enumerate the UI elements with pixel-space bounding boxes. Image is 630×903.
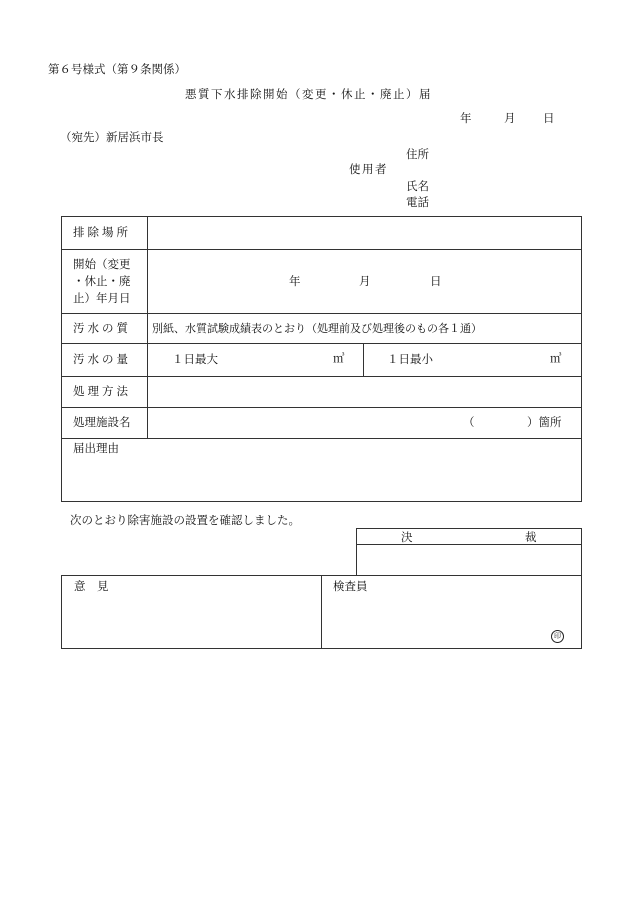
row-divider [62,438,581,439]
start-month-label: 月 [359,274,371,288]
reason-label: 届出理由 [73,441,119,455]
row-divider [62,343,581,344]
daily-min-label: １日最小 [387,352,433,366]
start-year-label: 年 [289,274,301,288]
treatment-method-field[interactable] [148,377,580,407]
decision-char-2: 裁 [525,530,537,544]
facility-name-label: 処理施設名 [73,415,131,429]
date-day-label: 日 [543,111,555,125]
confirmation-text: 次のとおり除害施設の設置を確認しました。 [70,513,300,527]
row-divider [62,407,581,408]
phone-label: 電話 [406,195,429,209]
form-number: 第６号様式（第９条関係） [48,62,186,76]
decision-char-1: 決 [401,530,413,544]
start-date-label-line3: 止）年月日 [73,291,131,305]
discharge-location-label: 排除場所 [73,225,131,239]
water-quality-value: 別紙、水質試験成績表のとおり（処理前及び処理後のもの各１通） [152,322,482,335]
application-table [61,216,582,502]
decision-box [356,528,582,576]
inspector-label: 検査員 [333,579,368,593]
water-volume-label: 汚水の量 [73,352,131,366]
facility-count-open: （ [463,415,475,429]
applicant-role: 使用者 [349,162,388,176]
addressee: （宛先）新居浜市長 [60,130,164,144]
name-label: 氏名 [406,179,429,193]
start-day-label: 日 [430,274,442,288]
daily-max-label: １日最大 [172,352,218,366]
opinion-label: 意 見 [74,579,109,593]
opinion-inspector-box [61,575,582,649]
facility-count-close: ）箇所 [527,415,562,429]
date-month-label: 月 [504,111,516,125]
seal-mark [551,629,564,643]
column-divider [363,343,364,376]
reason-field[interactable] [63,457,579,499]
address-label: 住所 [406,147,429,161]
discharge-location-field[interactable] [148,218,580,248]
seal-icon: 印 [551,630,564,643]
treatment-method-label: 処理方法 [73,384,131,398]
daily-max-unit: ㎥ [333,351,345,365]
water-quality-label: 汚水の質 [73,321,131,335]
page-title: 悪質下水排除開始（変更・休止・廃止）届 [185,87,432,101]
start-date-label-line2: ・休止・廃 [73,274,131,288]
daily-min-unit: ㎥ [550,351,562,365]
date-year-label: 年 [460,111,472,125]
column-divider [321,576,322,648]
row-divider [62,313,581,314]
start-date-label-line1: 開始（変更 [73,257,131,271]
decision-divider [357,544,581,545]
row-divider [62,249,581,250]
